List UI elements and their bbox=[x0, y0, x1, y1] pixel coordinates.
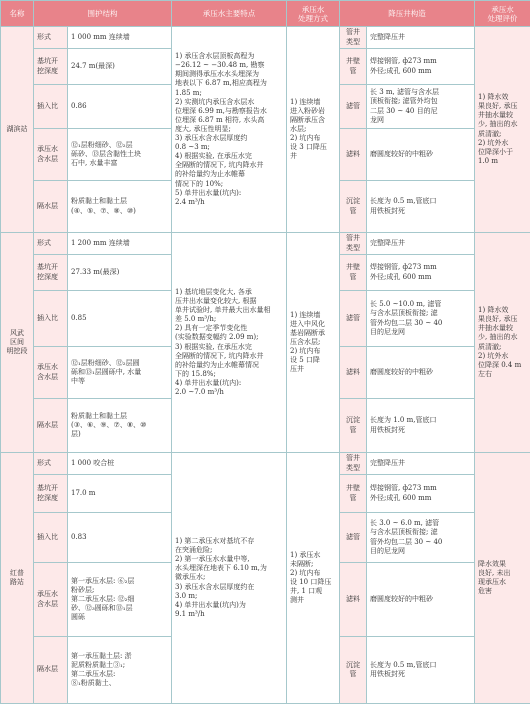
well-part-value: 完整降压井 bbox=[367, 27, 475, 49]
structure-value: 1 200 mm 连续墙 bbox=[68, 233, 172, 255]
treatment-evaluation: 降水效果 良好, 未出 现承压水 危害 bbox=[475, 453, 530, 704]
structure-label: 基坑开 挖深度 bbox=[34, 255, 68, 291]
structure-value: 24.7 m(最深) bbox=[68, 49, 172, 85]
structure-value: 0.83 bbox=[68, 513, 172, 563]
confined-water-features: 1) 第二承压水对基坑不存 在突涌危险; 2) 第一承压水水量中等, 水头埋深在地表下 6.10 m,为 微承压水; 3) 承压水含水层厚度约在 3.0 m; 4) 单井出水量(坑内)为 9.1 m³/h bbox=[172, 453, 287, 704]
table-row bbox=[1, 27, 530, 49]
structure-label: 形式 bbox=[34, 233, 68, 255]
treatment-method: 1) 连续墙 进入中风化 基岩隔断承 压含水层; 2) 坑内布 设 5 口降 压井 bbox=[287, 233, 340, 453]
structure-label: 承压水 含水层 bbox=[34, 129, 68, 181]
well-part-label: 滤料 bbox=[340, 347, 367, 399]
header-well: 降压井构造 bbox=[340, 1, 475, 27]
well-part-label: 管井 类型 bbox=[340, 453, 367, 475]
table-row bbox=[1, 453, 530, 475]
header-name: 名称 bbox=[1, 1, 34, 27]
well-part-label: 沉淀管 bbox=[340, 399, 367, 453]
structure-label: 隔水层 bbox=[34, 637, 68, 704]
well-part-value: 长度为 0.5 m,管底口 用铁板封死 bbox=[367, 637, 475, 704]
well-part-label: 井壁管 bbox=[340, 49, 367, 85]
header-treatment: 承压水 处理方式 bbox=[287, 1, 340, 27]
structure-label: 承压水 含水层 bbox=[34, 563, 68, 637]
structure-value: 27.33 m(最深) bbox=[68, 255, 172, 291]
header-features: 承压水主要特点 bbox=[172, 1, 287, 27]
well-part-value: 长 5.0 ~10.0 m, 滤管 与含水层顶板衔接; 滤 管外均包二层 30 ~ 40 目的尼龙网 bbox=[367, 291, 475, 347]
structure-value: 17.0 m bbox=[68, 475, 172, 513]
well-part-value: 长度为 1.0 m,管底口 用铁板封死 bbox=[367, 399, 475, 453]
structure-label: 隔水层 bbox=[34, 399, 68, 453]
well-part-value: 焊接钢管, ф273 mm 外径;成孔 600 mm bbox=[367, 475, 475, 513]
well-part-value: 磨圆度较好的中粗砂 bbox=[367, 347, 475, 399]
well-part-value: 长 3.0 ~ 6.0 m, 滤管 与含水层顶板衔接; 滤 管外均包二层 30 ~ 40 目的尼龙网 bbox=[367, 513, 475, 563]
structure-label: 基坑开 挖深度 bbox=[34, 475, 68, 513]
station-name: 红普 路站 bbox=[1, 453, 34, 704]
well-part-label: 沉淀管 bbox=[340, 637, 367, 704]
well-part-value: 焊接钢管, ф273 mm 外径;成孔 600 mm bbox=[367, 255, 475, 291]
structure-label: 插入比 bbox=[34, 291, 68, 347]
treatment-method: 1) 承压水 未隔断; 2) 坑内布 设 10 口降压 井, 1 口观 测井 bbox=[287, 453, 340, 704]
well-part-label: 滤料 bbox=[340, 129, 367, 181]
well-part-value: 完整降压井 bbox=[367, 453, 475, 475]
well-part-value: 长 3 m, 滤管与含水层 顶板衔接; 滤管外均包 二层 30 ~ 40 目的尼 龙网 bbox=[367, 85, 475, 129]
confined-water-features: 1) 基坑地层变化大, 各承 压井出水量变化较大, 根据 单井试验时, 单井最大出水量相 差 5.0 m³/h; 2) 具有一定季节变化性 (实验数据变幅约 2.09 m); 3) 根据实验, 在承压水完 全隔断的情况下, 坑内降水井 的补给量约为止水帷幕情况 下的 15.8%; 4) 单井出水量(坑内): 2.0 ~7.0 m³/h bbox=[172, 233, 287, 453]
well-part-label: 滤料 bbox=[340, 563, 367, 637]
well-part-label: 滤管 bbox=[340, 291, 367, 347]
well-part-label: 井壁管 bbox=[340, 255, 367, 291]
header-evaluation: 承压水 处理评价 bbox=[475, 1, 530, 27]
header-structure: 围护结构 bbox=[34, 1, 172, 27]
well-part-value: 磨圆度较好的中粗砂 bbox=[367, 129, 475, 181]
structure-value: 粉质黏土和黏土层 (④、⑤、⑦、⑧、⑩) bbox=[68, 181, 172, 233]
well-part-label: 沉淀管 bbox=[340, 181, 367, 233]
structure-label: 插入比 bbox=[34, 85, 68, 129]
structure-label: 插入比 bbox=[34, 513, 68, 563]
structure-value: 1 000 咬合桩 bbox=[68, 453, 172, 475]
well-part-label: 滤管 bbox=[340, 513, 367, 563]
structure-label: 形式 bbox=[34, 27, 68, 49]
well-part-label: 管井 类型 bbox=[340, 27, 367, 49]
structure-value: 0.86 bbox=[68, 85, 172, 129]
station-name: 风武 区间 明挖段 bbox=[1, 233, 34, 453]
structure-value: 1 000 mm 连续墙 bbox=[68, 27, 172, 49]
structure-label: 承压水 含水层 bbox=[34, 347, 68, 399]
well-part-value: 磨圆度较好的中粗砂 bbox=[367, 563, 475, 637]
table-row bbox=[1, 233, 530, 255]
confined-water-features: 1) 承压含水层顶板高程为 −26.12 ~ −30.48 m, 勘察 期间测得承压水水头埋深为 地表以下 6.87 m,相应高程为 1.85 m; 2) 实测坑内承压含水层水 位埋深 6.99 m,与勘察报告水 位埋深 6.87 m 相符, 水头高 度大, 承压性明显; 3) 承压水含水层厚度约 0.8 ~3 m; 4) 根据实验, 在承压水完 全隔断的情况下, 坑内降水井 的补给量约为止水帷幕 情况下的 10%; 5) 单井出水量(坑内): 2.4 m³/h bbox=[172, 27, 287, 233]
structure-value: ⑫₁层粉细砂、⑫₂层 砾砂、⑬层含黏性土块 石中, 水量丰富 bbox=[68, 129, 172, 181]
structure-value: 第一承压黏土层: 淤 泥质粉质黏土③₁; 第二承压水层: ⑧₁粉质黏土、 bbox=[68, 637, 172, 704]
well-part-label: 井壁管 bbox=[340, 475, 367, 513]
structure-value: ⑫₁层粉细砂、⑫₂层圆 砾和⑬₁层圆砾中, 水量 中等 bbox=[68, 347, 172, 399]
structure-label: 形式 bbox=[34, 453, 68, 475]
well-part-value: 完整降压井 bbox=[367, 233, 475, 255]
structure-label: 隔水层 bbox=[34, 181, 68, 233]
treatment-method: 1) 连续墙 进入粉砂岩 隔断承压含 水层; 2) 坑内布 设 3 口降压 井 bbox=[287, 27, 340, 233]
structure-value: 第一承压水层: ⑥₂层 粉砂层; 第二承压水层: ⑫₂细 砂、⑫₃圆砾和⑬₁层 圆砾 bbox=[68, 563, 172, 637]
well-part-value: 焊接钢管, ф273 mm 外径;成孔 600 mm bbox=[367, 49, 475, 85]
structure-value: 0.85 bbox=[68, 291, 172, 347]
treatment-evaluation: 1) 降水效 果良好, 承压 井抽水量较 少, 抽出的水 质清澈; 2) 坑外水 位降深 0.4 m 左右 bbox=[475, 233, 530, 453]
well-part-value: 长度为 0.5 m,管底口 用铁板封死 bbox=[367, 181, 475, 233]
station-name: 湖滨站 bbox=[1, 27, 34, 233]
structure-label: 基坑开 挖深度 bbox=[34, 49, 68, 85]
treatment-evaluation: 1) 降水效 果良好, 承压 井抽水量较 少, 抽出的水 质清澈; 2) 坑外水 位降深小于 1.0 m bbox=[475, 27, 530, 233]
well-part-label: 滤管 bbox=[340, 85, 367, 129]
well-part-label: 管井 类型 bbox=[340, 233, 367, 255]
structure-value: 粉质黏土和黏土层 (③、⑥、⑨、⑦、⑧、⑩ 层) bbox=[68, 399, 172, 453]
header-row bbox=[1, 1, 530, 27]
